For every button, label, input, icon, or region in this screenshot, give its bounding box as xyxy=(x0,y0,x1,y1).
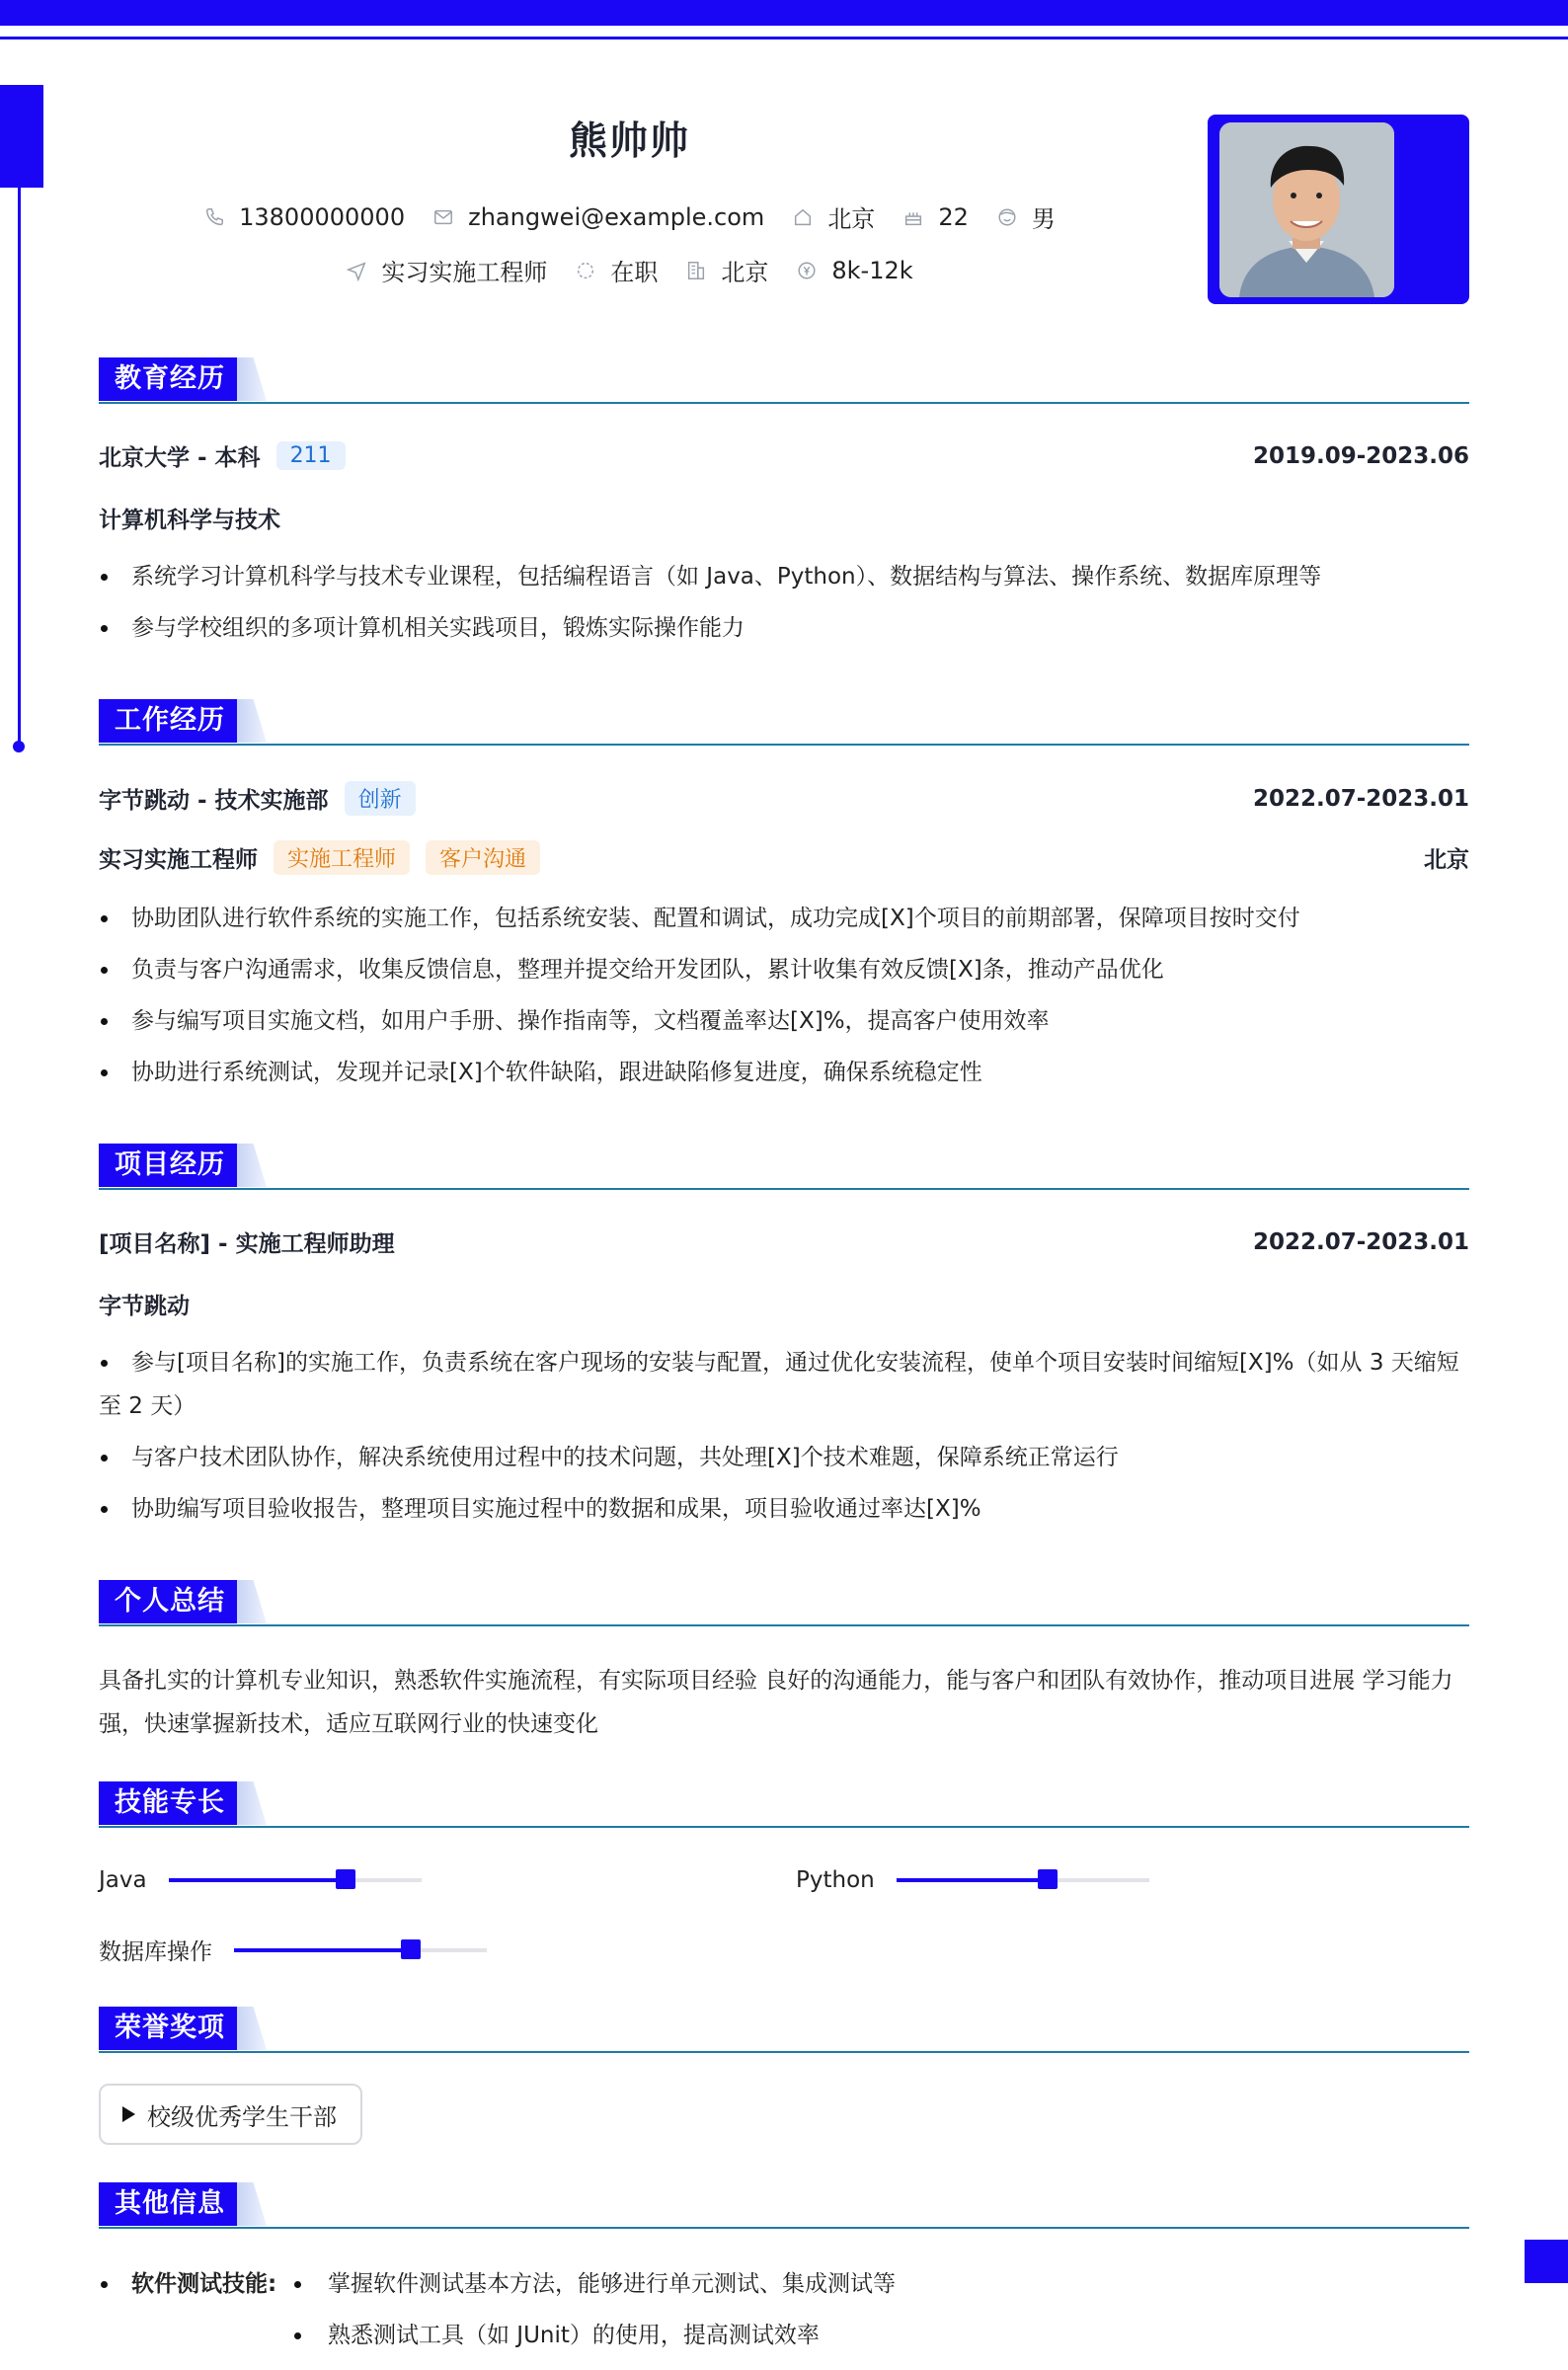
education-bullets xyxy=(99,555,1469,650)
section-honors xyxy=(99,2007,1469,2054)
section-summary xyxy=(99,1580,1469,1627)
gender-text: 男 xyxy=(1031,205,1056,233)
project-date: 2022.07-2023.01 xyxy=(1252,1228,1469,1255)
section-other xyxy=(99,2182,1469,2230)
list-item: 参与[项目名称]的实施工作，负责系统在客户现场的安装与配置，通过优化安装流程，使单个项目安装时间缩短[X]%（如从 3 天缩短至 2 天） xyxy=(99,1341,1469,1428)
top-accent-line xyxy=(0,37,1568,40)
bullet-dot xyxy=(101,2281,108,2288)
status-text: 在职 xyxy=(610,259,659,286)
other-item: 熟悉测试工具（如 JUnit）的使用，提高测试效率 xyxy=(328,2323,820,2348)
section-rule xyxy=(99,1624,1469,1626)
section-tab-shadow xyxy=(237,357,267,401)
age-text: 22 xyxy=(938,202,969,231)
phone-item xyxy=(203,203,405,231)
skill-slider[interactable] xyxy=(169,1878,422,1882)
email-text: zhangwei@example.com xyxy=(468,202,765,231)
project-title: [项目名称] - 实施工程师助理 xyxy=(99,1231,395,1257)
section-rule xyxy=(99,2227,1469,2229)
list-item: 与客户技术团队协作，解决系统使用过程中的技术问题，共处理[X]个技术难题，保障系统正常运行 xyxy=(99,1436,1469,1479)
skill-slider[interactable] xyxy=(234,1948,487,1952)
list-item: 协助团队进行软件系统的实施工作，包括系统安装、配置和调试，成功完成[X]个项目的前期部署，保障项目按时交付 xyxy=(99,897,1469,940)
skill-slider-handle[interactable] xyxy=(336,1869,355,1889)
work-date: 2022.07-2023.01 xyxy=(1252,785,1469,812)
section-work-title: 工作经历 xyxy=(99,699,241,743)
list-item: 负责与客户沟通需求，收集反馈信息，整理并提交给开发团队，累计收集有效反馈[X]条，推动产品优化 xyxy=(99,948,1469,991)
project-org: 字节跳动 xyxy=(99,1294,190,1319)
list-item: 协助编写项目验收报告，整理项目实施过程中的数据和成果，项目验收通过率达[X]% xyxy=(99,1487,1469,1531)
mail-icon xyxy=(432,206,454,228)
school-name: 北京大学 - 本科 xyxy=(99,445,261,471)
other-label: 软件测试技能: xyxy=(131,2271,277,2297)
salary-text: 8k-12k xyxy=(831,256,913,284)
school-tag: 211 xyxy=(276,441,346,470)
age-item xyxy=(902,203,969,231)
salary-item xyxy=(796,257,912,284)
skill-item xyxy=(99,1867,422,1893)
profile-photo xyxy=(1219,122,1394,297)
section-education-title: 教育经历 xyxy=(99,357,241,401)
major-name: 计算机科学与技术 xyxy=(99,508,280,533)
bullet-dot xyxy=(294,2281,301,2288)
section-rule xyxy=(99,402,1469,404)
project-header-row xyxy=(99,1225,1469,1258)
status-icon xyxy=(575,260,596,281)
company-tag: 创新 xyxy=(345,781,416,816)
section-summary-title: 个人总结 xyxy=(99,1580,241,1623)
section-tab-shadow xyxy=(237,1580,267,1623)
gender-item xyxy=(996,199,1056,234)
other-info xyxy=(99,2265,1469,2354)
section-tab-shadow xyxy=(237,1144,267,1187)
section-honors-title: 荣誉奖项 xyxy=(99,2007,241,2050)
send-icon xyxy=(346,260,367,281)
face-icon xyxy=(996,206,1018,228)
intent-city-text: 北京 xyxy=(721,259,769,286)
building-icon xyxy=(685,260,707,281)
section-work xyxy=(99,699,1469,747)
skill-slider-handle[interactable] xyxy=(1038,1869,1058,1889)
job-intent-row xyxy=(0,253,1259,287)
intent-position-item xyxy=(346,253,547,287)
award-name: 校级优秀学生干部 xyxy=(147,2102,337,2131)
section-skills xyxy=(99,1781,1469,1829)
intent-position-text: 实习实施工程师 xyxy=(381,259,548,286)
skill-name: Python xyxy=(796,1867,875,1893)
work-header-row xyxy=(99,781,1469,816)
corner-accent-block xyxy=(1525,2240,1568,2283)
intent-city-item xyxy=(685,253,768,287)
section-tab-shadow xyxy=(237,2007,267,2050)
education-header-row xyxy=(99,439,1469,472)
bullet-dot xyxy=(294,2332,301,2339)
list-item: 参与编写项目实施文档，如用户手册、操作指南等，文档覆盖率达[X]%，提高客户使用效率 xyxy=(99,999,1469,1043)
skill-slider-fill xyxy=(169,1878,346,1882)
section-other-title: 其他信息 xyxy=(99,2182,241,2226)
section-rule xyxy=(99,1826,1469,1828)
project-org-row xyxy=(99,1288,1469,1320)
skill-slider-fill xyxy=(897,1878,1049,1882)
caret-right-icon xyxy=(122,2106,135,2122)
section-project-title: 项目经历 xyxy=(99,1144,241,1187)
home-icon xyxy=(792,206,814,228)
salary-icon xyxy=(796,260,818,281)
skill-name: 数据库操作 xyxy=(99,1939,212,1965)
skill-name: Java xyxy=(99,1867,147,1893)
role-tag: 实施工程师 xyxy=(274,840,410,875)
work-bullets xyxy=(99,897,1469,1094)
skill-item xyxy=(796,1867,1149,1893)
contact-row xyxy=(0,199,1259,234)
section-rule xyxy=(99,2051,1469,2053)
role-name: 实习实施工程师 xyxy=(99,847,258,873)
section-rule xyxy=(99,744,1469,746)
work-role-row xyxy=(99,840,1469,875)
list-item: 参与学校组织的多项计算机相关实践项目，锻炼实际操作能力 xyxy=(99,606,1469,650)
work-location: 北京 xyxy=(1424,847,1469,873)
phone-text: 13800000000 xyxy=(239,202,406,231)
candidate-name: 熊帅帅 xyxy=(568,119,690,164)
role-tag: 客户沟通 xyxy=(426,840,540,875)
company-name: 字节跳动 - 技术实施部 xyxy=(99,788,329,814)
skill-item xyxy=(99,1934,487,1966)
city-text: 北京 xyxy=(827,205,876,233)
status-item xyxy=(575,253,658,287)
skill-slider-handle[interactable] xyxy=(401,1939,421,1959)
cake-icon xyxy=(902,206,924,228)
education-major-row xyxy=(99,502,1469,534)
section-rule xyxy=(99,1188,1469,1190)
section-skills-title: 技能专长 xyxy=(99,1781,241,1825)
section-tab-shadow xyxy=(237,1781,267,1825)
summary-text: 具备扎实的计算机专业知识，熟悉软件实施流程，有实际项目经验 良好的沟通能力，能与客户和团队有效协作，推动项目进展 学习能力强，快速掌握新技术，适应互联网行业的快速变化 xyxy=(99,1668,1453,1737)
list-item: 系统学习计算机科学与技术专业课程，包括编程语言（如 Java、Python）、数据结构与算法、操作系统、数据库原理等 xyxy=(99,555,1469,598)
section-project xyxy=(99,1144,1469,1191)
email-item xyxy=(432,203,764,231)
award-toggle[interactable] xyxy=(99,2084,362,2145)
top-accent-bar xyxy=(0,0,1568,26)
list-item: 协助进行系统测试，发现并记录[X]个软件缺陷，跟进缺陷修复进度，确保系统稳定性 xyxy=(99,1051,1469,1094)
skill-slider[interactable] xyxy=(897,1878,1149,1882)
education-date: 2019.09-2023.06 xyxy=(1252,442,1469,469)
section-tab-shadow xyxy=(237,699,267,743)
city-item xyxy=(792,199,875,234)
left-timeline-dot xyxy=(13,741,25,752)
skill-slider-fill xyxy=(234,1948,411,1952)
phone-icon xyxy=(203,206,225,228)
project-bullets xyxy=(99,1341,1469,1531)
section-tab-shadow xyxy=(237,2182,267,2226)
section-education xyxy=(99,357,1469,405)
other-item: 掌握软件测试基本方法，能够进行单元测试、集成测试等 xyxy=(328,2271,896,2297)
